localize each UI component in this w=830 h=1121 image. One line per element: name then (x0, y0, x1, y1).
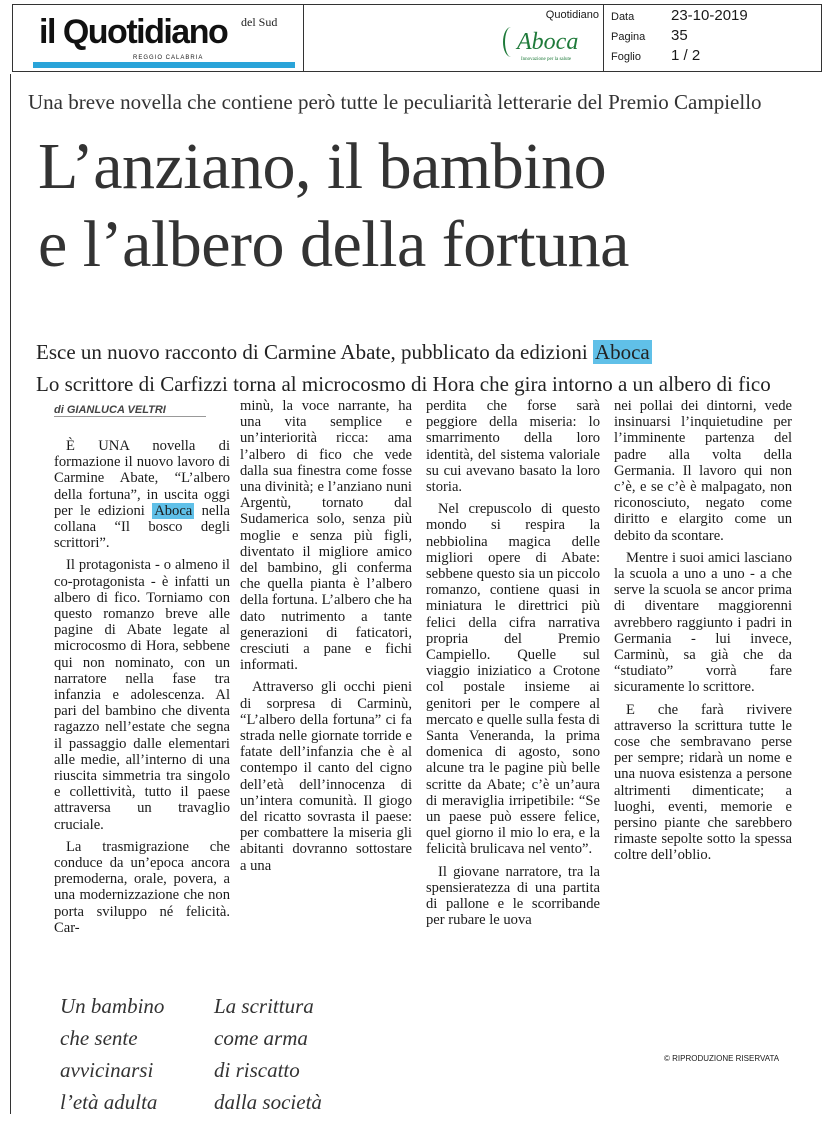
col1-paragraph-1 (54, 438, 230, 551)
quote2-line: di riscatto (214, 1058, 300, 1082)
quote1-line: che sente (60, 1026, 138, 1050)
col1-p1-text-end: nella collana “Il bosco degli scrittori”. (54, 502, 230, 552)
column-4 (614, 398, 792, 870)
page-label: Pagina (611, 31, 646, 43)
col4-paragraph-3: E che farà rivivere attraverso la scrittura tutte le cose che sembravano perse per sempre; ridarà un nome e una nuova esistenza a persone altrimenti dimenticate; a luoghi, eventi, memorie e persino piante che sarebbero rimaste sepolte sotto la spessa coltre dell’oblio. (614, 701, 792, 864)
clipping-header (12, 4, 822, 72)
article-title (38, 128, 629, 284)
newspaper-logo (13, 5, 304, 71)
title-line-1: L’anziano, il bambino (38, 130, 607, 203)
quote1-line: Un bambino (60, 994, 165, 1018)
client-label: Quotidiano (545, 9, 599, 21)
col4-paragraph-2: Mentre i suoi amici lasciano la scuola a uno a uno - a che serve la scuola se ancor prima di diventare maggiorenni avrebbero raggiunto i padri in Germania - lui invece, Carminù, sa già che da “studiato” vorrà fare sicuramente lo scrittore. (614, 549, 792, 696)
quote2-line: dalla società (214, 1090, 322, 1114)
col1-p1-text: È UNA novella di formazione il nuovo lavoro di Carmine Abate, “L’albero della fortuna”, in uscita oggi per le edizioni (54, 438, 230, 519)
col4-paragraph-1: nei pollai dei dintorni, vede insinuarsi l’inquietudine per l’imminente partenza del padre alla volta della Germania. Il lavoro qui non c’è, e se c’è è malpagato, non riconosciuto, negato come diritto e elargito come un debito da scontare. (614, 398, 792, 544)
article-subtitle-2: Lo scrittore di Carfizzi torna al microcosmo di Hora che gira intorno a un albero di fico (36, 372, 771, 396)
column-2 (240, 398, 412, 880)
quote2-line: La scrittura (214, 994, 314, 1018)
col1-highlight: Aboca (154, 502, 193, 519)
date-label: Data (611, 11, 635, 23)
client-tagline: Innovazione per la salute (521, 57, 572, 62)
subtitle-1-highlight: Aboca (594, 340, 650, 364)
col3-paragraph-1: perdita che forse sarà peggiore della miseria: lo smarrimento della loro identità, del sistema valoriale su cui avevano basato la loro storia. (426, 398, 600, 496)
logo-city: REGGIO CALABRIA (133, 55, 204, 61)
subtitle-1-text: Esce un nuovo racconto di Carmine Abate, pubblicato da edizioni (36, 340, 588, 364)
sheet-value: 1 / 2 (671, 47, 701, 64)
sheet-label: Foglio (611, 51, 641, 63)
col2-paragraph-2: Attraverso gli occhi pieni di sorpresa di Carminù, “L’albero della fortuna” ci fa strada nelle giornate torride e fatate dell’infanzia che è al contempo il canto del cigno dell’età dell’innocenza di un’intera comunità. Il giogo del ricatto sovrasta il paese: per combattere la miseria gli abitanti dovranno sottostare a una (240, 679, 412, 874)
col3-paragraph-3: Il giovane narratore, tra la spensieratezza di una partita di pallone e le scorribande per rubare le uova (426, 863, 600, 929)
client-box (303, 5, 604, 71)
copyright-notice: © RIPRODUZIONE RISERVATA (664, 1054, 780, 1063)
article-subtitle-1 (36, 340, 652, 365)
page-value: 35 (671, 27, 688, 44)
quote2-line: come arma (214, 1026, 308, 1050)
byline: di GIANLUCA VELTRI (54, 404, 206, 417)
pull-quote-2 (214, 990, 322, 1118)
column-3 (426, 398, 600, 935)
column-1 (54, 438, 230, 942)
date-value: 23-10-2019 (671, 7, 748, 24)
col2-paragraph-1: minù, la voce narrante, ha una vita semplice e un’interiorità ricca: ama l’albero di fico che vede dalla sua finestra come fosse una divinità; e l’anziano nuni Argentù, tornato dal Sudamerica solo, senza più moglie e senza più figli, diventato il migliore amico del bambino, gli conferma che quella pianta è l’albero della fortuna. L’albero che ha dato nutrimento a tante generazioni di faticatori, cresciuti a pane e fichi informati. (240, 398, 412, 674)
article-kicker: Una breve novella che contiene però tutte le peculiarità letterarie del Premio Campiello (28, 90, 762, 114)
clipping-meta (609, 5, 819, 71)
col3-paragraph-2: Nel crepuscolo di questo mondo si respira la nebbiolina magica delle migliori opere di Abate: sebbene questo sia un piccolo romanzo, contiene quasi in miniatura le direttrici più felici della cifra narrativa propria del Premio Campiello. Quelle sul viaggio iniziatico a Crotone col postale insieme ai genitori per le compere al mercato e quelle sulla festa di Santa Veneranda, la prima domenica di agosto, sono alcune tra le pagine più belle scritte da Abate; c’è un’aura di meraviglia irripetibile: “Se un paese può essere felice, quel giorno il mio lo era, e la felicità brulicava nel vento”. (426, 501, 600, 858)
title-line-2: e l’albero della fortuna (38, 208, 629, 281)
quote1-line: avvicinarsi (60, 1058, 154, 1082)
logo-text: il Quotidiano (39, 13, 228, 51)
logo-subtitle: del Sud (241, 15, 278, 29)
margin-line (10, 74, 11, 1114)
logo-bar (33, 62, 295, 68)
col1-paragraph-2: Il protagonista - o almeno il co-protagonista - è infatti un albero di fico. Torniamo con questo romanzo breve alle pagine di Abate legate al microcosmo di Hora, sebbene qui non nominato, con un narratore nella fase tra infanzia e adolescenza. Al pari del bambino che diventa ragazzo nell’estate che segna il passaggio dalle elementari alle medie, all’interno di una riuscita simmetria tra singolo e collettività, tutto il paese attraversa un travaglio cruciale. (54, 557, 230, 833)
client-logo: Aboca (517, 29, 579, 55)
col1-paragraph-3: La trasmigrazione che conduce da un’epoca ancora premoderna, orale, povera, a una modernizzazione che non porta sviluppo né felicità. Car- (54, 838, 230, 936)
pull-quote-1 (60, 990, 164, 1118)
quote1-line: l’età adulta (60, 1090, 158, 1114)
